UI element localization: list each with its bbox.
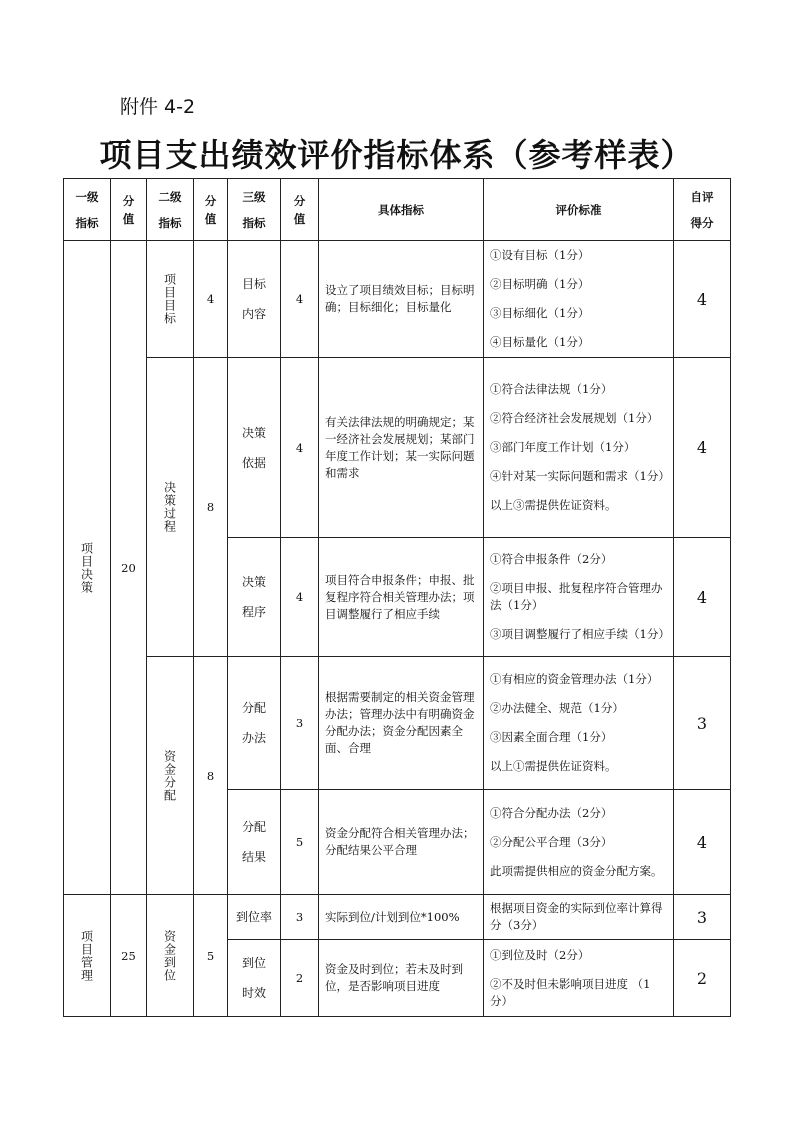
criteria-line: ③目标细化（1分） <box>490 306 590 320</box>
criteria-line: ②办法健全、规范（1分） <box>490 701 624 715</box>
level2-label: 资金到位 <box>162 929 177 982</box>
score3-cell: 2 <box>281 940 319 1017</box>
criteria-line: ①符合分配办法（2分） <box>490 805 613 820</box>
criteria-line: ①设有目标（1分） <box>490 248 590 262</box>
specific-cell: 设立了项目绩效目标；目标明确；目标细化；目标量化 <box>319 241 484 358</box>
criteria-line: ③项目调整履行了相应手续（1分） <box>490 627 670 641</box>
level3-cell: 决策 程序 <box>228 538 281 657</box>
level3-cell: 分配 结果 <box>228 790 281 895</box>
specific-cell: 资金分配符合相关管理办法；分配结果公平合理 <box>319 790 484 895</box>
table-row <box>64 241 731 358</box>
criteria-cell <box>484 657 674 790</box>
criteria-line: 此项需提供相应的资金分配方案。 <box>490 863 663 878</box>
criteria-line: ③部门年度工作计划（1分） <box>490 440 636 454</box>
attachment-label: 附件 4-2 <box>120 96 196 118</box>
score3-cell: 4 <box>281 358 319 538</box>
self-score-cell: 3 <box>674 657 731 790</box>
level2-cell <box>147 241 194 358</box>
criteria-line: ②分配公平合理（3分） <box>490 834 613 849</box>
criteria-line: ④目标量化（1分） <box>490 335 590 349</box>
level2-label: 项目目标 <box>162 273 177 325</box>
criteria-line: ①有相应的资金管理办法（1分） <box>490 672 659 686</box>
criteria-line: ②项目申报、批复程序符合管理办法（1分） <box>490 581 663 612</box>
level2-cell <box>147 657 194 895</box>
specific-cell: 实际到位/计划到位*100% <box>319 895 484 940</box>
header-self-score: 自评 得分 <box>674 179 731 241</box>
page-title: 项目支出绩效评价指标体系（参考样表） <box>99 136 694 174</box>
level3-cell: 到位 时效 <box>228 940 281 1017</box>
score3-cell: 4 <box>281 538 319 657</box>
level2-label: 资金分配 <box>162 749 177 802</box>
score2-cell: 4 <box>194 241 228 358</box>
score3-cell: 5 <box>281 790 319 895</box>
criteria-line: ②目标明确（1分） <box>490 277 590 291</box>
criteria-line: 以上③需提供佐证资料。 <box>490 498 617 512</box>
criteria-line: ①符合法律法规（1分） <box>490 382 613 396</box>
header-level2: 二级 指标 <box>147 179 194 241</box>
criteria-line: 以上①需提供佐证资料。 <box>490 759 617 773</box>
criteria-line: ③因素全面合理（1分） <box>490 730 613 744</box>
header-specific: 具体指标 <box>319 179 484 241</box>
header-level1: 一级 指标 <box>64 179 111 241</box>
header-criteria: 评价标准 <box>484 179 674 241</box>
table-row <box>64 358 731 538</box>
criteria-line: ②符合经济社会发展规划（1分） <box>490 411 659 425</box>
score2-cell: 8 <box>194 358 228 657</box>
criteria-line: ①到位及时（2分） <box>490 947 590 962</box>
score1-cell: 25 <box>111 895 147 1017</box>
score1-cell: 20 <box>111 241 147 895</box>
specific-cell: 资金及时到位；若未及时到位，是否影响项目进度 <box>319 940 484 1017</box>
criteria-cell <box>484 241 674 358</box>
self-score-cell: 4 <box>674 790 731 895</box>
specific-cell: 有关法律法规的明确规定；某一经济社会发展规划；某部门年度工作计划；某一实际问题和需求 <box>319 358 484 538</box>
criteria-cell <box>484 940 674 1017</box>
indicator-table <box>63 178 731 1017</box>
level3-cell: 到位率 <box>228 895 281 940</box>
criteria-line: ①符合申报条件（2分） <box>490 552 613 566</box>
header-row <box>64 179 731 241</box>
specific-cell: 根据需要制定的相关资金管理办法；管理办法中有明确资金分配办法；资金分配因素全面、合理 <box>319 657 484 790</box>
self-score-cell: 4 <box>674 358 731 538</box>
table-row <box>64 895 731 940</box>
criteria-line: 根据项目资金的实际到位率计算得分（3分） <box>490 901 663 932</box>
table-row <box>64 657 731 790</box>
self-score-cell: 4 <box>674 241 731 358</box>
specific-cell: 项目符合申报条件；申报、批复程序符合相关管理办法；项目调整履行了相应手续 <box>319 538 484 657</box>
criteria-cell <box>484 358 674 538</box>
criteria-cell <box>484 895 674 940</box>
level1-label: 项目管理 <box>79 929 94 982</box>
level2-cell <box>147 895 194 1017</box>
header-score3: 分 值 <box>281 179 319 241</box>
score3-cell: 3 <box>281 895 319 940</box>
level1-label: 项目决策 <box>79 541 94 594</box>
self-score-cell: 4 <box>674 538 731 657</box>
level2-cell <box>147 358 194 657</box>
criteria-line: ④针对某一实际问题和需求（1分） <box>490 469 670 483</box>
criteria-cell <box>484 790 674 895</box>
score2-cell: 8 <box>194 657 228 895</box>
score2-cell: 5 <box>194 895 228 1017</box>
criteria-line: ②不及时但未影响项目进度 （1分） <box>490 976 651 1008</box>
self-score-cell: 2 <box>674 940 731 1017</box>
score3-cell: 4 <box>281 241 319 358</box>
header-score2: 分 值 <box>194 179 228 241</box>
level1-cell <box>64 895 111 1017</box>
header-level3: 三级 指标 <box>228 179 281 241</box>
level3-cell: 决策 依据 <box>228 358 281 538</box>
header-score1: 分 值 <box>111 179 147 241</box>
level3-cell: 目标 内容 <box>228 241 281 358</box>
level3-cell: 分配 办法 <box>228 657 281 790</box>
level1-cell <box>64 241 111 895</box>
criteria-cell <box>484 538 674 657</box>
level2-label: 决策过程 <box>162 481 177 533</box>
self-score-cell: 3 <box>674 895 731 940</box>
score3-cell: 3 <box>281 657 319 790</box>
